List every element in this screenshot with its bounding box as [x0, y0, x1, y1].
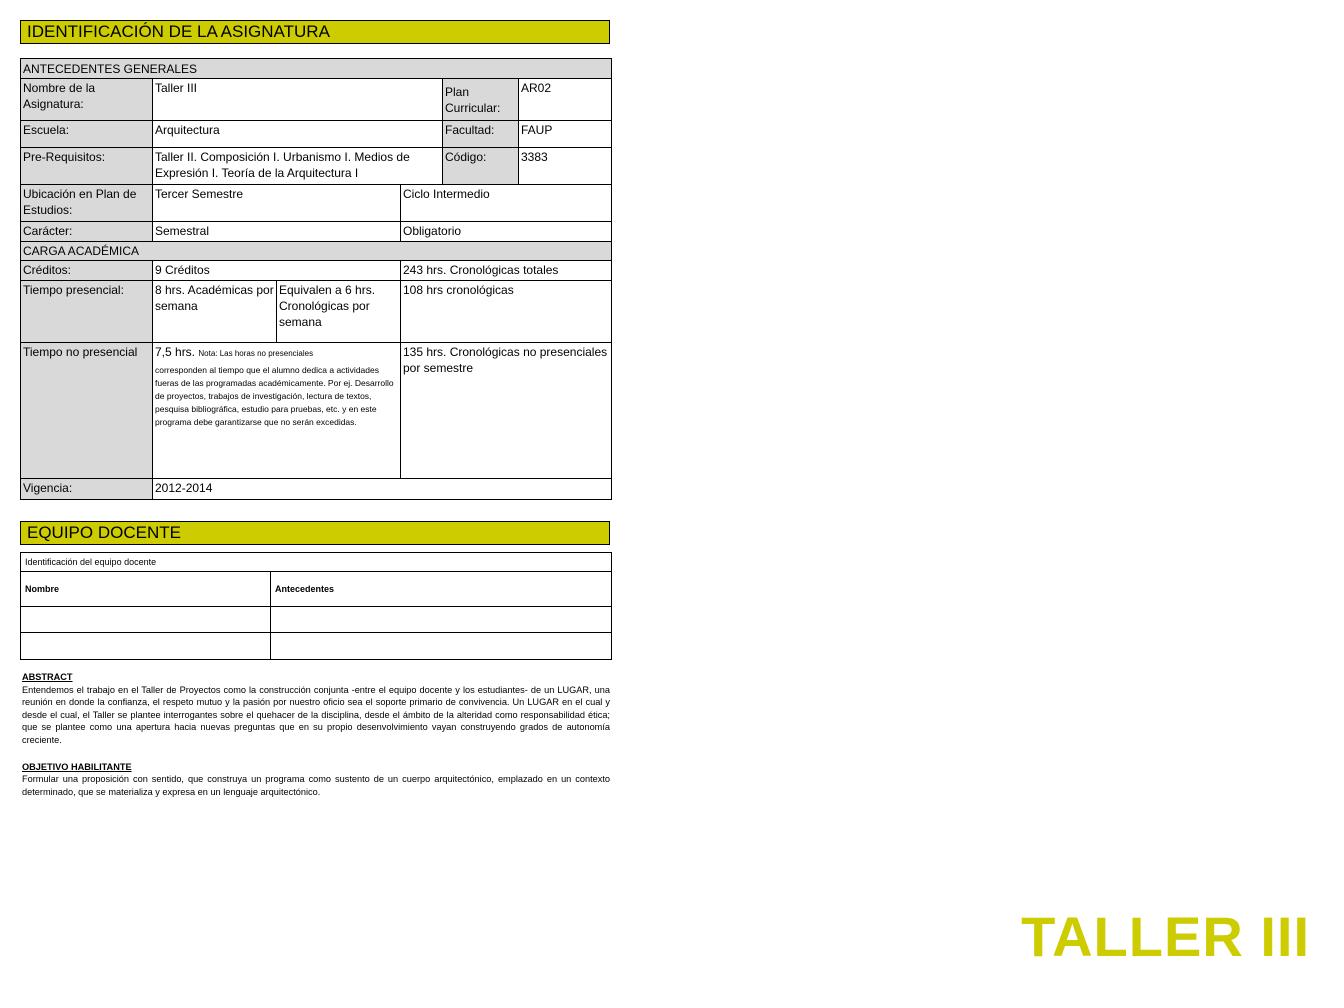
equipo-table — [20, 552, 612, 660]
ubicacion-label: Ubicación en Plan de Estudios: — [21, 185, 153, 222]
presencial-label: Tiempo presencial: — [21, 281, 153, 343]
caracter-value-2: Obligatorio — [401, 222, 612, 242]
nopresencial-crono: 135 hrs. Cronológicas no presenciales por semestre — [401, 343, 612, 479]
presencial-crono: 108 hrs cronológicas — [401, 281, 612, 343]
plan-label: Plan Curricular: — [443, 79, 519, 121]
antecedentes-table — [20, 58, 612, 500]
docente-nombre-cell[interactable] — [21, 633, 271, 660]
abstract-heading: ABSTRACT — [22, 672, 73, 682]
nombre-label: Nombre de la Asignatura: — [21, 79, 153, 121]
nopresencial-label: Tiempo no presencial — [21, 343, 153, 479]
identificacion-title: IDENTIFICACIÓN DE LA ASIGNATURA — [27, 22, 330, 41]
presencial-value: 8 hrs. Académicas por semana — [153, 281, 277, 343]
page-title: TALLER III — [1021, 905, 1310, 968]
escuela-label: Escuela: — [21, 121, 153, 148]
objetivo-heading: OBJETIVO HABILITANTE — [22, 761, 132, 772]
carga-header: CARGA ACADÉMICA — [21, 242, 612, 261]
caracter-value: Semestral — [153, 222, 401, 242]
col-antecedentes: Antecedentes — [271, 572, 612, 607]
abstract-section — [22, 671, 610, 798]
docente-antecedentes-cell[interactable] — [271, 633, 612, 660]
codigo-value: 3383 — [519, 148, 612, 185]
nopresencial-value: 7,5 hrs. — [155, 345, 196, 359]
nopresencial-note-b: corresponden al tiempo que el alumno dedica a actividades fueras de las programadas académicamente. Por ej. Desarrollo de proyectos, trabajos de investigación, lectura de textos, pesquisa bibliográfica, estudio para pruebas, etc. y en este programa debe garantizarse que no serán excedidas. — [155, 365, 394, 427]
equipo-title: EQUIPO DOCENTE — [27, 523, 181, 542]
nopresencial-cell — [153, 343, 401, 479]
creditos-total: 243 hrs. Cronológicas totales — [401, 261, 612, 281]
vigencia-value: 2012-2014 — [153, 479, 612, 500]
prereq-label: Pre-Requisitos: — [21, 148, 153, 185]
escuela-value: Arquitectura — [153, 121, 443, 148]
identificacion-header — [20, 20, 610, 44]
caracter-label: Carácter: — [21, 222, 153, 242]
vigencia-label: Vigencia: — [21, 479, 153, 500]
equipo-subheader: Identificación del equipo docente — [21, 553, 612, 572]
presencial-equiv: Equivalen a 6 hrs. Cronológicas por semana — [277, 281, 401, 343]
antecedentes-header: ANTECEDENTES GENERALES — [21, 59, 612, 79]
ciclo-value: Ciclo Intermedio — [401, 185, 612, 222]
col-nombre: Nombre — [21, 572, 271, 607]
docente-nombre-cell[interactable] — [21, 607, 271, 633]
nombre-value: Taller III — [153, 79, 443, 121]
docente-antecedentes-cell[interactable] — [271, 607, 612, 633]
facultad-value: FAUP — [519, 121, 612, 148]
abstract-text: Entendemos el trabajo en el Taller de Proyectos como la construcción conjunta -entre el equipo docente y los estudiantes- de un LUGAR, una reunión en donde la confianza, el respeto mutuo y la pasión por nuestro oficio sea el soporte primario de convivencia. Un LUGAR en el cual y desde el cual, el Taller se plantee interrogantes sobre el quehacer de la disciplina, desde el ámbito de la alteridad como responsabilidad ética; que se plantee como una apertura hacia nuevas preguntas que en su propio desenvolvimiento vayan construyendo grados de autonomía creciente. — [22, 684, 610, 745]
creditos-value: 9 Créditos — [153, 261, 401, 281]
nopresencial-note-a: Nota: Las horas no presenciales — [198, 349, 314, 358]
facultad-label: Facultad: — [443, 121, 519, 148]
plan-value: AR02 — [519, 79, 612, 121]
objetivo-text: Formular una proposición con sentido, que construya un programa como sustento de un cuerpo arquitectónico, emplazado en un contexto determinado, que se materializa y expresa en un lenguaje arquitectónico. — [22, 774, 610, 797]
prereq-value: Taller II. Composición I. Urbanismo I. Medios de Expresión I. Teoría de la Arquitectura I — [153, 148, 443, 185]
codigo-label: Código: — [443, 148, 519, 185]
equipo-header — [20, 521, 610, 545]
ubicacion-value: Tercer Semestre — [153, 185, 401, 222]
creditos-label: Créditos: — [21, 261, 153, 281]
